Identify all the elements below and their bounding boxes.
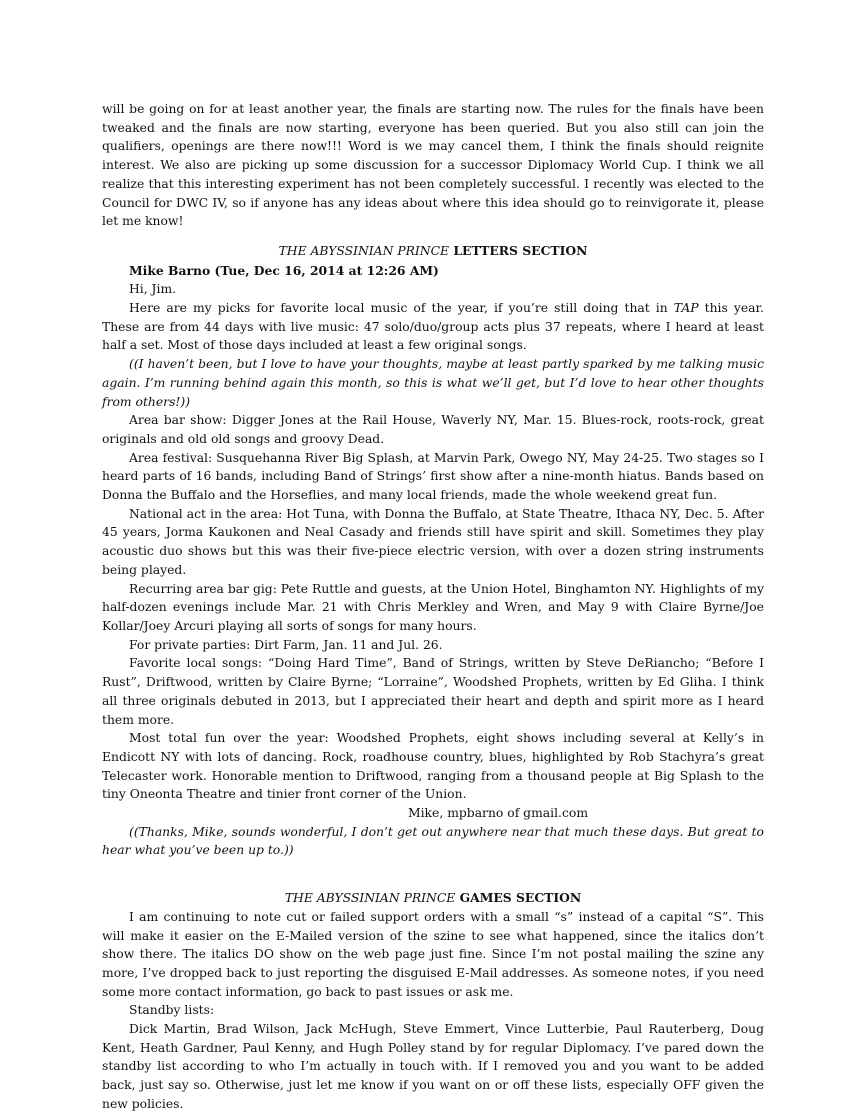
letter-paragraph: National act in the area: Hot Tuna, with Donna the Buffalo, at State Theatre, Ithaca NY, Dec. 5. After 45 years, Jorma Kaukonen and Neal Casady and friends still have spirit and skill. Sometimes they play acoustic duo shows but this was their five-piece electric version, with over a dozen string instruments being played.: [102, 506, 764, 577]
letter-paragraph: [102, 299, 764, 355]
games-title-italic: THE ABYSSINIAN PRINCE: [284, 891, 456, 906]
letter-signature: Mike, mpbarno of gmail.com: [407, 806, 589, 821]
letter-p1-text-a: Here are my picks for favorite local music of the year, if you’re still doing that in: [129, 301, 674, 316]
games-paragraph: Dick Martin, Brad Wilson, Jack McHugh, Steve Emmert, Vince Lutterbie, Paul Rauterberg, Doug Kent, Heath Gardner, Paul Kenny, and Hugh Polley stand by for regular Diplomacy. I’ve pared down the standby list according to who I’m actually in touch with. If I removed you and you want to be added back, just say so. Otherwise, just let me know if you want on or off these lists, especially OFF given the new policies.: [102, 1022, 764, 1111]
letter-p1-text-b: this year. These are from 44 days with live music: 47 solo/duo/group acts plus 37 repeats, where I heard at least half a set. Most of those days included at least a few original songs.: [102, 301, 764, 353]
letter-paragraph: Area bar show: Digger Jones at the Rail House, Waverly NY, Mar. 15. Blues-rock, roots-rock, great originals and old old songs and groovy Dead.: [102, 413, 764, 446]
letters-title-italic: THE ABYSSINIAN PRINCE: [278, 243, 450, 258]
tap-abbreviation: TAP: [673, 301, 699, 316]
letter-author-line: Mike Barno (Tue, Dec 16, 2014 at 12:26 AM): [129, 262, 439, 278]
letter-paragraph: Recurring area bar gig: Pete Ruttle and guests, at the Union Hotel, Binghamton NY. Highlights of my half-dozen evenings include Mar. 21 with Chris Merkley and Wren, and May 9 with Claire Byrne/Joe Kollar/Joey Arcuri playing all sorts of songs for many hours.: [102, 581, 764, 633]
letter-paragraph: Area festival: Susquehanna River Big Splash, at Marvin Park, Owego NY, May 24-25. Two stages so I heard parts of 16 bands, including Band of Strings’ first show after a nine-month hiatus. Bands based on Donna the Buffalo and the Horseflies, and many local friends, made the whole weekend great fun.: [102, 450, 764, 503]
section-spacer: [102, 860, 764, 878]
games-paragraph: I am continuing to note cut or failed support orders with a small “s” instead of a capital “S”. This will make it easier on the E-Mailed version of the szine to see what happened, since the italics don’t show there. The italics DO show on the web page just fine. Since I’m not postal mailing the szine any more, I’ve dropped back to just reporting the disguised E-Mail addresses. As someone notes, if you need some more contact information, go back to past issues or ask me.: [102, 909, 764, 999]
editor-note: ((Thanks, Mike, sounds wonderful, I don’t get out anywhere near that much these days. But great to hear what you’ve been up to.)): [102, 824, 764, 858]
document-page: [102, 100, 764, 1114]
games-title-bold: GAMES SECTION: [459, 890, 582, 906]
games-paragraph: Standby lists:: [129, 1003, 215, 1018]
letter-paragraph: Most total fun over the year: Woodshed Prophets, eight shows including several at Kelly’s in Endicott NY with lots of dancing. Rock, roadhouse country, blues, highlighted by Rob Stachyra’s great Telecaster work. Honorable mention to Driftwood, ranging from a thousand people at Big Splash to the tiny Oneonta Theatre and tinier front corner of the Union.: [102, 731, 764, 802]
editor-note: ((I haven’t been, but I love to have your thoughts, maybe at least partly sparked by me talking music again. I’m running behind again this month, so this is what we’ll get, but I’d love to hear other thoughts from others!)): [102, 357, 764, 409]
letters-title-bold: LETTERS SECTION: [453, 242, 588, 258]
letters-section-title: [102, 242, 764, 261]
intro-paragraph: will be going on for at least another year, the finals are starting now. The rules for the finals have been tweaked and the finals are now starting, everyone has been queried. But you also still can join the qualifiers, openings are there now!!! Word is we may cancel them, I think the finals should reignite interest. We also are picking up some discussion for a successor Diplomacy World Cup. I think we all realize that this interesting experiment has not been completely successful. I recently was elected to the Council for DWC IV, so if anyone has any ideas about where this idea should go to reinvigorate it, please let me know!: [102, 102, 764, 229]
games-section-title: [102, 889, 764, 908]
letter-paragraph: Favorite local songs: “Doing Hard Time”, Band of Strings, written by Steve DeRiancho; “Before I Rust”, Driftwood, written by Claire Byrne; “Lorraine”, Woodshed Prophets, written by Ed Gliha. I think all three originals debuted in 2013, but I appreciated their heart and depth and spirit more as I heard them more.: [102, 656, 764, 727]
letter-greeting: Hi, Jim.: [129, 282, 177, 297]
letter-paragraph: For private parties: Dirt Farm, Jan. 11 and Jul. 26.: [129, 637, 443, 652]
